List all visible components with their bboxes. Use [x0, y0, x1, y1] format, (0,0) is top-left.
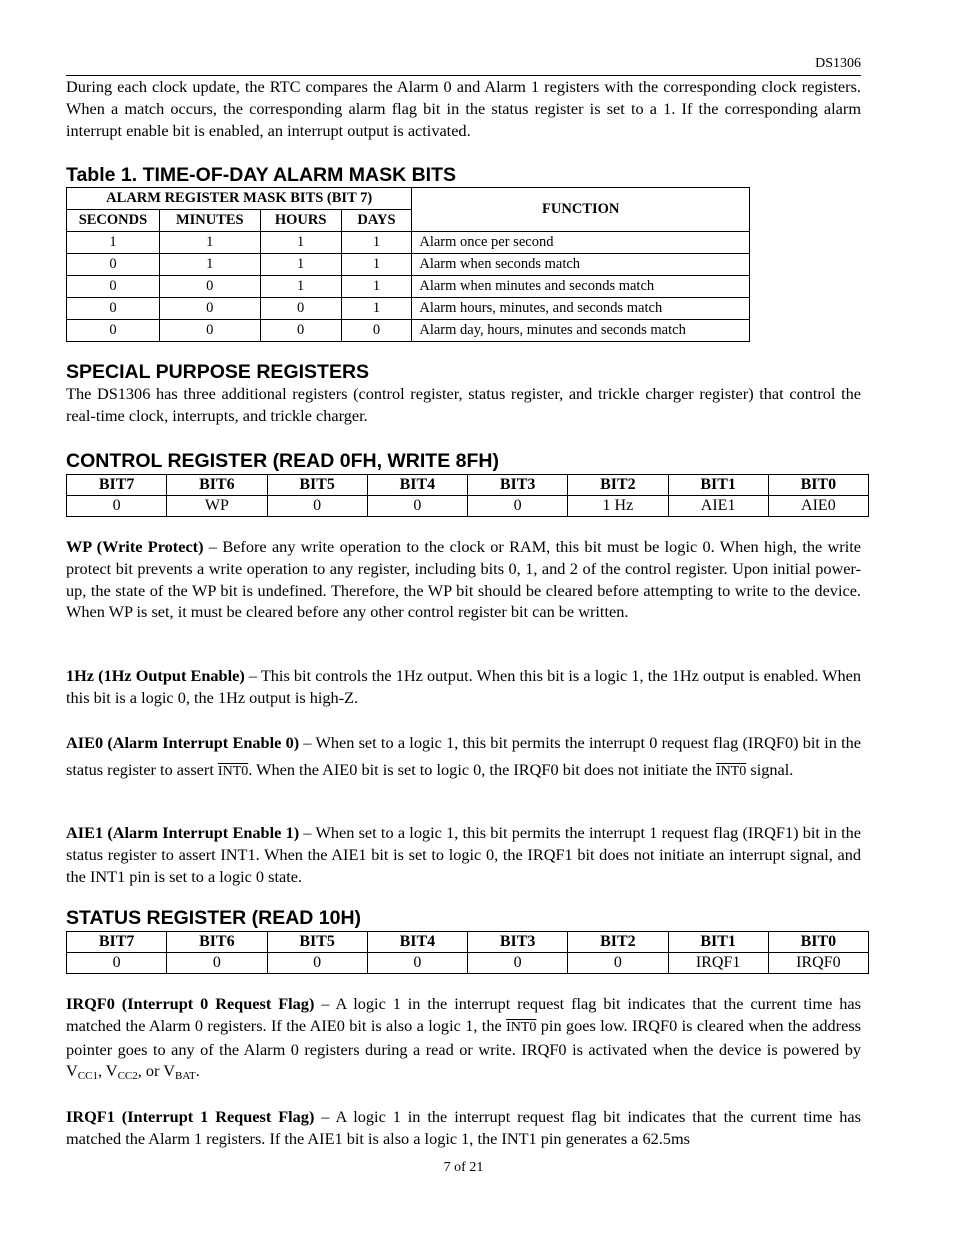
bit-header: BIT5: [267, 932, 367, 953]
bit-header: BIT4: [367, 475, 467, 496]
bit-value: 0: [67, 496, 167, 517]
aie0-text3: signal.: [746, 759, 794, 779]
bit-value: 0: [468, 953, 568, 974]
cell: 0: [159, 320, 260, 342]
aie1-text: – When set to a logic 1, this bit permits the interrupt 1 request flag (IRQF1) bit in the status register to assert INT1. When the AIE1 bit is set to logic 0, the IRQF1 bit does not initiate an interrupt signal, and the INT1 pin is set to a logic 0 state.: [66, 823, 861, 886]
control-register-table: [66, 474, 869, 517]
irqf1-paragraph: [66, 1106, 861, 1150]
cell: 1: [341, 298, 412, 320]
col-header: MINUTES: [159, 210, 260, 232]
intro-paragraph: During each clock update, the RTC compares the Alarm 0 and Alarm 1 registers with the corresponding clock registers. When a match occurs, the corresponding alarm flag bit in the status register is set to a 1. If the corresponding alarm interrupt enable bit is enabled, an interrupt output is activated.: [66, 77, 861, 140]
group-header: ALARM REGISTER MASK BITS (BIT 7): [67, 188, 412, 210]
cell: 1: [260, 232, 341, 254]
bit-value: 0: [267, 953, 367, 974]
hz-paragraph: [66, 665, 861, 709]
cell: 1: [67, 232, 160, 254]
irqf0-end: .: [195, 1061, 200, 1081]
special-paragraph: The DS1306 has three additional registers (control register, status register, and trickle charger register) that control the real-time clock, interrupts, and trickle charger.: [66, 384, 861, 425]
cell: Alarm hours, minutes, and seconds match: [412, 298, 750, 320]
cell: Alarm when minutes and seconds match: [412, 276, 750, 298]
vcc1-subscript: CC1: [77, 1070, 98, 1083]
int0-signal: INT0: [506, 1019, 537, 1035]
irqf1-term: IRQF1 (Interrupt 1 Request Flag): [66, 1107, 315, 1126]
bit-header: BIT1: [668, 475, 768, 496]
cell: Alarm once per second: [412, 232, 750, 254]
cell: Alarm day, hours, minutes and seconds match: [412, 320, 750, 342]
col-header: SECONDS: [67, 210, 160, 232]
wp-paragraph: [66, 536, 861, 623]
bit-header: BIT2: [568, 475, 668, 496]
bit-value: 0: [568, 953, 668, 974]
col-header: HOURS: [260, 210, 341, 232]
alarm-mask-table: [66, 187, 750, 342]
cell: 0: [159, 298, 260, 320]
hz-term: 1Hz (1Hz Output Enable): [66, 666, 245, 685]
bit-header: BIT1: [668, 932, 768, 953]
cell: 1: [159, 232, 260, 254]
table-row: [67, 320, 750, 342]
bit-value: AIE1: [668, 496, 768, 517]
cell: 1: [260, 276, 341, 298]
bit-value: WP: [167, 496, 267, 517]
bit-value: IRQF1: [668, 953, 768, 974]
col-header: DAYS: [341, 210, 412, 232]
irqf0-paragraph: [66, 993, 861, 1082]
function-header: FUNCTION: [412, 188, 750, 232]
bit-header: BIT7: [67, 475, 167, 496]
table-row: [67, 298, 750, 320]
bit-header: BIT2: [568, 932, 668, 953]
cell: 1: [260, 254, 341, 276]
vbat-subscript: BAT: [175, 1070, 196, 1083]
bit-value: 0: [267, 496, 367, 517]
bit-header: BIT0: [768, 932, 868, 953]
cell: Alarm when seconds match: [412, 254, 750, 276]
irqf0-text1: – A logic 1 in the interrupt request flag bit indicates that the current time has matched the Alarm 0 registers. If the AIE0 bit is also a logic 1, the: [66, 994, 861, 1035]
irqf0-text2: pin goes low. IRQF0 is cleared when the address pointer goes to any of the Alarm 0 registers during a read or write. IRQF0 is activated when the device is powered by V: [66, 1015, 861, 1081]
int0-signal: INT0: [715, 763, 747, 779]
doc-id: DS1306: [815, 56, 861, 71]
aie1-term: AIE1 (Alarm Interrupt Enable 1): [66, 823, 300, 842]
status-heading: STATUS REGISTER (READ 10H): [66, 907, 362, 929]
bit-value: 0: [167, 953, 267, 974]
bit-value: 0: [367, 953, 467, 974]
irqf0-term: IRQF0 (Interrupt 0 Request Flag): [66, 994, 315, 1013]
cell: 1: [159, 254, 260, 276]
hz-text: – This bit controls the 1Hz output. When this bit is a logic 1, the 1Hz output is enabled. When this bit is a logic 0, the 1Hz output is high-Z.: [66, 666, 862, 707]
bit-header: BIT3: [468, 932, 568, 953]
bit-header: BIT4: [367, 932, 467, 953]
bit-header: BIT3: [468, 475, 568, 496]
cell: 0: [67, 320, 160, 342]
cell: 1: [341, 276, 412, 298]
bit-header: BIT0: [768, 475, 868, 496]
aie0-text2: . When the AIE0 bit is set to logic 0, the IRQF0 bit does not initiate the: [248, 759, 716, 779]
bit-header: BIT5: [267, 475, 367, 496]
wp-text: – Before any write operation to the clock or RAM, this bit must be logic 0. When high, the write protect bit prevents a write operation to any register, including bits 0, 1, and 2 of the control register. Upon initial power-up, the state of the WP bit is undefined. Therefore, the WP bit should be cleared before attempting to write to the device. When WP is set, it must be cleared before any other control register bit can be written.: [66, 537, 861, 622]
cell: 0: [341, 320, 412, 342]
status-register-table: [66, 931, 869, 974]
table-row: [67, 254, 750, 276]
cell: 0: [260, 320, 341, 342]
bit-header: BIT7: [67, 932, 167, 953]
table1-title: Table 1. TIME-OF-DAY ALARM MASK BITS: [66, 164, 457, 186]
table-row: [67, 232, 750, 254]
cell: 0: [67, 254, 160, 276]
wp-term: WP (Write Protect): [66, 537, 204, 556]
bit-value: IRQF0: [768, 953, 868, 974]
cell: 1: [341, 254, 412, 276]
vcc2-subscript: CC2: [117, 1070, 138, 1083]
int0-signal: INT0: [217, 763, 249, 779]
page-number: 7 of 21: [443, 1160, 484, 1175]
bit-value: 0: [67, 953, 167, 974]
table-row: [67, 276, 750, 298]
cell: 0: [260, 298, 341, 320]
bit-value: 0: [367, 496, 467, 517]
control-heading: CONTROL REGISTER (READ 0FH, WRITE 8FH): [66, 450, 499, 472]
aie0-term: AIE0 (Alarm Interrupt Enable 0): [66, 733, 300, 752]
cell: 1: [341, 232, 412, 254]
aie0-text1: – When set to a logic 1, this bit permits the interrupt 0 request flag (IRQF0) bit in the status register to assert: [66, 733, 861, 779]
cell: 0: [67, 276, 160, 298]
bit-value: AIE0: [768, 496, 868, 517]
bit-header: BIT6: [167, 932, 267, 953]
aie1-paragraph: [66, 822, 861, 887]
irqf0-sep2: , or V: [137, 1061, 175, 1081]
bit-value: 1 Hz: [568, 496, 668, 517]
aie0-paragraph: [66, 730, 861, 785]
bit-header: BIT6: [167, 475, 267, 496]
cell: 0: [159, 276, 260, 298]
irqf0-sep1: , V: [97, 1061, 118, 1081]
cell: 0: [67, 298, 160, 320]
special-heading: SPECIAL PURPOSE REGISTERS: [66, 361, 370, 383]
irqf1-text: – A logic 1 in the interrupt request flag bit indicates that the current time has matched the Alarm 1 registers. If the AIE1 bit is also a logic 1, the INT1 pin generates a 62.5ms: [66, 1107, 861, 1148]
bit-value: 0: [468, 496, 568, 517]
